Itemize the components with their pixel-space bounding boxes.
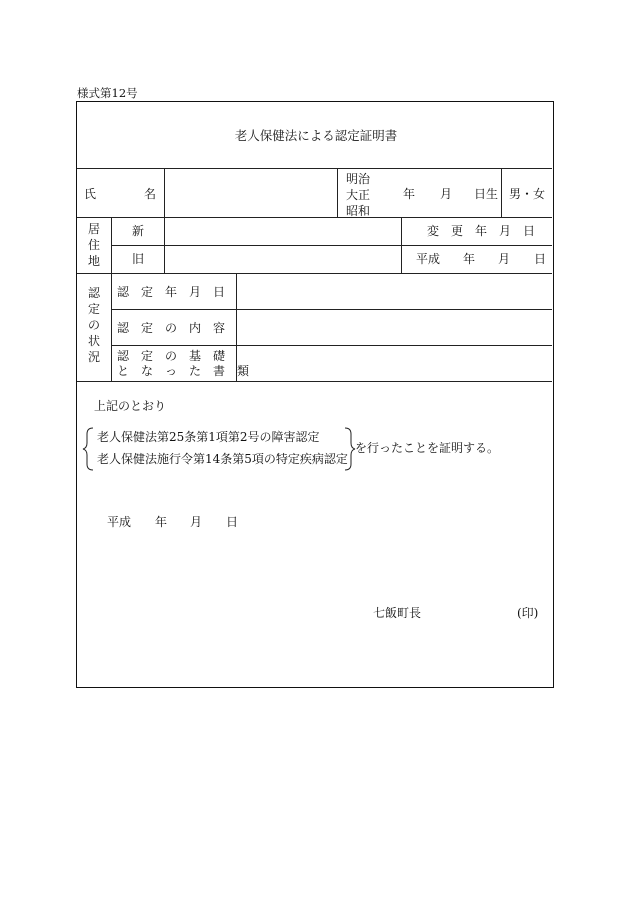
change-date-label: 変 更 年 月 日	[427, 224, 536, 238]
rule-residence-label	[111, 217, 112, 273]
era-showa: 昭和	[346, 204, 371, 218]
certification-date-label: 認 定 年 月 日	[117, 285, 226, 299]
statement-option-1: 老人保健法第25条第1項第2号の障害認定	[97, 430, 320, 444]
change-month-unit: 月	[498, 252, 511, 266]
rule-residence-mid	[111, 245, 552, 246]
rule-cert-row2	[111, 345, 552, 346]
change-day-unit: 日	[534, 252, 547, 266]
certification-basis-label-2: と な っ た 書 類	[117, 364, 250, 378]
seal-mark: (印)	[517, 606, 539, 620]
rule-residence-bottom	[77, 273, 552, 274]
rule-cert-label	[111, 273, 112, 381]
left-brace-icon	[85, 427, 95, 471]
certification-basis-label-1: 認 定 の 基 礎	[117, 349, 226, 363]
issue-era: 平成	[107, 515, 132, 529]
issue-day-unit: 日	[226, 515, 239, 529]
right-brace-icon	[343, 427, 353, 471]
statement-intro: 上記のとおり	[94, 399, 167, 413]
sex-options: 男・女	[509, 187, 546, 201]
issue-year-unit: 年	[155, 515, 168, 529]
rule-title-bottom	[77, 168, 552, 169]
birth-day-unit: 日生	[474, 187, 499, 201]
change-year-unit: 年	[463, 252, 476, 266]
residence-label: 居 住 地	[87, 222, 100, 268]
era-meiji: 明治	[346, 172, 371, 186]
certification-content-label: 認 定 の 内 容	[117, 321, 226, 335]
form-number: 様式第12号	[77, 86, 138, 100]
residence-new-label: 新	[132, 224, 145, 238]
era-options	[346, 171, 370, 219]
rule-cert-bottom	[77, 381, 552, 382]
rule-name-label	[164, 168, 165, 217]
issue-month-unit: 月	[190, 515, 203, 529]
change-era: 平成	[416, 252, 441, 266]
birth-year-unit: 年	[403, 187, 416, 201]
certification-status-label: 認 定 の 状 況	[87, 286, 100, 364]
rule-cert-row1	[111, 309, 552, 310]
rule-residence-value	[401, 217, 402, 273]
statement-suffix: を行ったことを証明する。	[355, 441, 500, 455]
certificate-frame	[76, 101, 554, 688]
residence-old-label: 旧	[132, 252, 145, 266]
statement-option-2: 老人保健法施行令第14条第5項の特定疾病認定	[97, 452, 348, 466]
rule-name-bottom	[77, 217, 552, 218]
birth-month-unit: 月	[440, 187, 453, 201]
name-label: 氏 名	[84, 187, 157, 201]
era-taisho: 大正	[346, 188, 371, 202]
document-title: 老人保健法による認定証明書	[234, 128, 398, 143]
rule-name-value	[337, 168, 338, 217]
rule-name-date	[501, 168, 502, 217]
issuer-name: 七飯町長	[373, 606, 422, 620]
rule-residence-sub	[164, 217, 165, 273]
